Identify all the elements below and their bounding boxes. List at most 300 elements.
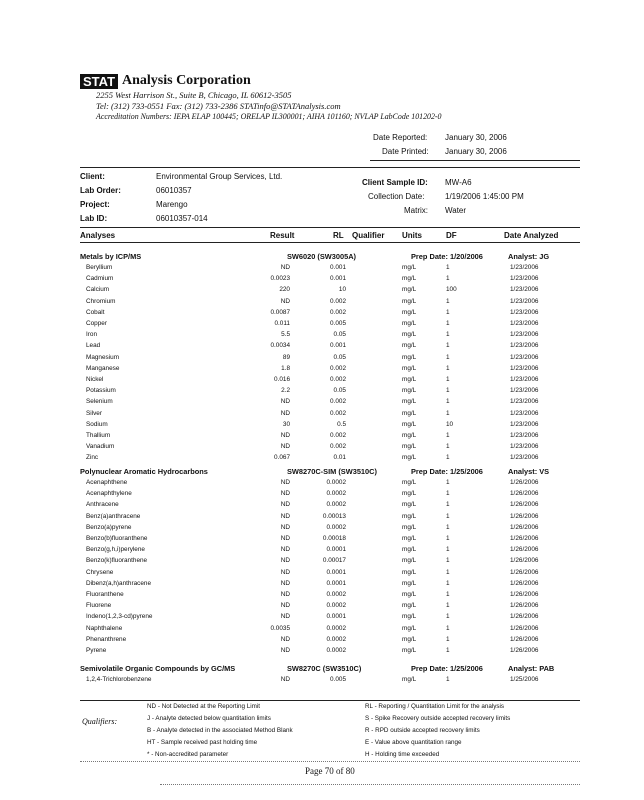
qualifier-note: B - Analyte detected in the associated Method Blank — [147, 727, 293, 734]
company-contact: Tel: (312) 733-0551 Fax: (312) 733-2386 STATinfo@STATAnalysis.com — [96, 101, 341, 111]
analyte-name: Chrysene — [86, 568, 114, 576]
units: mg/L — [402, 535, 417, 542]
result-value: ND — [280, 647, 290, 654]
date-analyzed: 1/23/2006 — [510, 420, 539, 428]
qualifier-note: E - Value above quantitation range — [365, 739, 462, 746]
analyte-name: Acenaphthylene — [86, 490, 132, 498]
section-method: SW8270C-SIM (SW3510C) — [287, 467, 377, 476]
table-row — [0, 511, 644, 522]
dilution-factor: 1 — [446, 624, 450, 632]
table-row — [0, 567, 644, 578]
result-value: 0.0087 — [270, 308, 290, 316]
date-analyzed: 1/26/2006 — [510, 647, 539, 654]
reporting-limit: 0.5 — [337, 420, 346, 428]
units: mg/L — [402, 264, 417, 271]
analyte-name: Fluoranthene — [86, 591, 124, 598]
date-analyzed: 1/26/2006 — [510, 635, 539, 643]
units: mg/L — [402, 546, 417, 554]
result-value: 5.5 — [281, 331, 290, 339]
dilution-factor: 1 — [446, 613, 450, 621]
table-row — [0, 329, 644, 340]
table-row — [0, 385, 644, 396]
table-row — [0, 441, 644, 452]
qualifier-note: H - Holding time exceeded — [365, 751, 440, 758]
analyte-name: Acenaphthene — [86, 479, 128, 486]
reporting-limit: 0.002 — [330, 364, 346, 372]
qualifier-note: J - Analyte detected below quantitation limits — [147, 715, 271, 722]
units: mg/L — [402, 613, 417, 621]
units: mg/L — [402, 523, 417, 531]
col-units: Units — [402, 231, 422, 240]
date-analyzed: 1/26/2006 — [510, 523, 539, 531]
result-value: ND — [280, 432, 290, 439]
analyte-name: 1,2,4-Trichlorobenzene — [86, 676, 152, 683]
units: mg/L — [402, 635, 417, 643]
result-value: ND — [280, 613, 290, 621]
reporting-limit: 0.002 — [330, 432, 346, 439]
reporting-limit: 0.05 — [333, 387, 346, 395]
result-value: ND — [280, 676, 290, 683]
table-row — [0, 522, 644, 533]
result-value: ND — [280, 398, 290, 406]
result-value: ND — [280, 635, 290, 643]
result-value: ND — [280, 546, 290, 554]
company-address: 2255 West Harrison St., Suite B, Chicago, IL 60612-3505 — [96, 90, 292, 100]
section-analyst: Analyst: PAB — [508, 664, 555, 673]
date-analyzed: 1/26/2006 — [510, 579, 539, 587]
table-row — [0, 430, 644, 441]
reporting-limit: 0.0002 — [326, 624, 346, 632]
units: mg/L — [402, 501, 417, 509]
matrix-value: Water — [445, 206, 467, 215]
dilution-factor: 1 — [446, 331, 450, 339]
collection-date-value: 1/19/2006 1:45:00 PM — [445, 192, 524, 201]
date-analyzed: 1/26/2006 — [510, 501, 539, 509]
dilution-factor: 1 — [446, 501, 450, 509]
matrix-label: Matrix: — [404, 206, 428, 215]
table-row — [0, 273, 644, 284]
date-analyzed: 1/26/2006 — [510, 535, 539, 542]
reporting-limit: 0.0002 — [326, 523, 346, 531]
table-row — [0, 499, 644, 510]
reporting-limit: 0.0001 — [326, 546, 346, 554]
units: mg/L — [402, 443, 417, 451]
project-value: Marengo — [156, 200, 188, 209]
date-analyzed: 1/23/2006 — [510, 264, 539, 271]
analyte-name: Benz(a)anthracene — [86, 512, 141, 520]
result-value: ND — [280, 523, 290, 531]
table-row — [0, 578, 644, 589]
analyte-name: Beryllium — [86, 264, 113, 271]
result-value: 0.067 — [274, 454, 290, 462]
client-label: Client: — [80, 172, 105, 181]
reporting-limit: 10 — [338, 286, 346, 294]
analyte-name: Nickel — [86, 376, 104, 383]
result-value: 1.8 — [281, 364, 290, 372]
date-analyzed: 1/26/2006 — [510, 557, 539, 565]
section-prep-date: Prep Date: 1/25/2006 — [411, 664, 483, 673]
analyte-name: Zinc — [86, 454, 99, 462]
analyte-name: Thallium — [86, 432, 111, 439]
analyte-name: Manganese — [86, 364, 120, 372]
result-value: 0.0034 — [270, 342, 290, 350]
result-value: ND — [280, 443, 290, 451]
result-value: ND — [280, 579, 290, 587]
section-prep-date: Prep Date: 1/25/2006 — [411, 467, 483, 476]
date-analyzed: 1/23/2006 — [510, 443, 539, 451]
reporting-limit: 0.002 — [330, 297, 346, 305]
units: mg/L — [402, 286, 417, 294]
dilution-factor: 1 — [446, 297, 450, 305]
table-row — [0, 589, 644, 600]
reporting-limit: 0.0002 — [326, 501, 346, 509]
date-analyzed: 1/23/2006 — [510, 398, 539, 406]
table-row — [0, 284, 644, 295]
units: mg/L — [402, 602, 417, 610]
dilution-factor: 1 — [446, 387, 450, 395]
date-analyzed: 1/23/2006 — [510, 432, 539, 439]
qualifier-note: RL - Reporting / Quantitation Limit for the analysis — [365, 703, 505, 710]
dilution-factor: 10 — [446, 420, 454, 428]
dates-rule — [370, 160, 580, 161]
analyte-name: Anthracene — [86, 501, 119, 509]
units: mg/L — [402, 591, 417, 598]
units: mg/L — [402, 387, 417, 395]
units: mg/L — [402, 353, 417, 361]
dilution-factor: 1 — [446, 432, 450, 439]
columns-top-rule — [80, 227, 580, 228]
table-row — [0, 611, 644, 622]
table-row — [0, 634, 644, 645]
qualifier-note: S - Spike Recovery outside accepted recovery limits — [365, 715, 511, 722]
table-row — [0, 623, 644, 634]
dilution-factor: 1 — [446, 376, 450, 383]
dilution-factor: 1 — [446, 557, 450, 565]
table-row — [0, 396, 644, 407]
table-row — [0, 544, 644, 555]
units: mg/L — [402, 568, 417, 576]
date-analyzed: 1/23/2006 — [510, 342, 539, 350]
result-value: ND — [280, 479, 290, 486]
lab-id-label: Lab ID: — [80, 214, 108, 223]
date-analyzed: 1/23/2006 — [510, 331, 539, 339]
reporting-limit: 0.002 — [330, 398, 346, 406]
sample-top-rule — [80, 167, 580, 168]
reporting-limit: 0.00013 — [322, 512, 346, 520]
dilution-factor: 1 — [446, 275, 450, 283]
date-analyzed: 1/23/2006 — [510, 308, 539, 316]
table-row — [0, 296, 644, 307]
date-analyzed: 1/23/2006 — [510, 353, 539, 361]
table-row — [0, 307, 644, 318]
analyte-name: Benzo(k)fluoranthene — [86, 557, 148, 565]
reporting-limit: 0.0001 — [326, 613, 346, 621]
table-row — [0, 488, 644, 499]
dilution-factor: 100 — [446, 286, 457, 294]
reporting-limit: 0.0002 — [326, 591, 346, 598]
section-title: Metals by ICP/MS — [80, 252, 142, 261]
analyte-name: Phenanthrene — [86, 635, 127, 643]
col-df: DF — [446, 231, 457, 240]
stat-logo: STAT — [80, 74, 118, 89]
table-row — [0, 318, 644, 329]
dilution-factor: 1 — [446, 320, 450, 327]
reporting-limit: 0.002 — [330, 409, 346, 417]
page-number: Page 70 of 80 — [305, 766, 355, 776]
result-value: ND — [280, 602, 290, 610]
reporting-limit: 0.0002 — [326, 602, 346, 610]
date-analyzed: 1/26/2006 — [510, 568, 539, 576]
analyte-name: Copper — [86, 320, 107, 327]
dilution-factor: 1 — [446, 512, 450, 520]
section-analyst: Analyst: VS — [508, 467, 550, 476]
date-printed-value: January 30, 2006 — [445, 147, 507, 156]
reporting-limit: 0.0002 — [326, 479, 346, 486]
dilution-factor: 1 — [446, 635, 450, 643]
reporting-limit: 0.0002 — [326, 647, 346, 654]
legend-top-rule — [80, 700, 580, 701]
table-row — [0, 452, 644, 463]
lab-order-value: 06010357 — [156, 186, 192, 195]
table-row — [0, 645, 644, 656]
date-analyzed: 1/23/2006 — [510, 275, 539, 283]
units: mg/L — [402, 479, 417, 486]
date-analyzed: 1/26/2006 — [510, 591, 539, 598]
result-value: ND — [280, 568, 290, 576]
dilution-factor: 1 — [446, 523, 450, 531]
table-row — [0, 600, 644, 611]
units: mg/L — [402, 579, 417, 587]
table-row — [0, 408, 644, 419]
col-qualifier: Qualifier — [352, 231, 385, 240]
collection-date-label: Collection Date: — [368, 192, 425, 201]
reporting-limit: 0.05 — [333, 331, 346, 339]
col-result: Result — [270, 231, 295, 240]
accreditation-numbers: Accreditation Numbers: IEPA ELAP 100445; ORELAP IL300001; AIHA 101160; NVLAP LabCode 101202-0 — [96, 112, 442, 121]
table-row — [0, 363, 644, 374]
units: mg/L — [402, 398, 417, 406]
analyte-name: Vanadium — [86, 443, 115, 451]
dilution-factor: 1 — [446, 353, 450, 361]
dilution-factor: 1 — [446, 546, 450, 554]
analyte-name: Benzo(g,h,i)perylene — [86, 546, 145, 554]
result-value: ND — [280, 297, 290, 305]
units: mg/L — [402, 275, 417, 283]
section-prep-date: Prep Date: 1/20/2006 — [411, 252, 483, 261]
reporting-limit: 0.05 — [333, 353, 346, 361]
dilution-factor: 1 — [446, 490, 450, 498]
dilution-factor: 1 — [446, 398, 450, 406]
dilution-factor: 1 — [446, 409, 450, 417]
dilution-factor: 1 — [446, 602, 450, 610]
reporting-limit: 0.0001 — [326, 579, 346, 587]
date-analyzed: 1/23/2006 — [510, 286, 539, 294]
analyte-name: Pyrene — [86, 647, 107, 654]
dilution-factor: 1 — [446, 364, 450, 372]
result-value: 0.016 — [274, 376, 290, 383]
result-value: 0.011 — [274, 320, 290, 327]
dilution-factor: 1 — [446, 579, 450, 587]
date-analyzed: 1/23/2006 — [510, 387, 539, 395]
date-analyzed: 1/26/2006 — [510, 613, 539, 621]
table-row — [0, 340, 644, 351]
qualifier-note: R - RPD outside accepted recovery limits — [365, 727, 480, 734]
dilution-factor: 1 — [446, 342, 450, 350]
date-analyzed: 1/23/2006 — [510, 376, 539, 383]
dilution-factor: 1 — [446, 308, 450, 316]
units: mg/L — [402, 676, 417, 683]
section-method: SW6020 (SW3005A) — [287, 252, 357, 261]
dilution-factor: 1 — [446, 264, 450, 271]
dilution-factor: 1 — [446, 535, 450, 542]
scan-artifact-rule — [160, 784, 580, 785]
dilution-factor: 1 — [446, 647, 450, 654]
dilution-factor: 1 — [446, 568, 450, 576]
analyte-name: Calcium — [86, 286, 110, 294]
result-value: ND — [280, 557, 290, 565]
date-analyzed: 1/25/2006 — [510, 676, 539, 683]
company-name: Analysis Corporation — [122, 73, 251, 88]
date-analyzed: 1/23/2006 — [510, 320, 539, 327]
dilution-factor: 1 — [446, 676, 450, 683]
date-analyzed: 1/23/2006 — [510, 409, 539, 417]
units: mg/L — [402, 432, 417, 439]
reporting-limit: 0.001 — [330, 342, 346, 350]
table-row — [0, 374, 644, 385]
dilution-factor: 1 — [446, 443, 450, 451]
table-row — [0, 262, 644, 273]
col-date-analyzed: Date Analyzed — [504, 231, 559, 240]
table-row — [0, 533, 644, 544]
analyte-name: Benzo(a)pyrene — [86, 523, 132, 531]
table-row — [0, 555, 644, 566]
result-value: ND — [280, 490, 290, 498]
units: mg/L — [402, 364, 417, 372]
lab-id-value: 06010357-014 — [156, 214, 208, 223]
result-value: 0.0023 — [270, 275, 290, 283]
section-method: SW8270C (SW3510C) — [287, 664, 362, 673]
units: mg/L — [402, 454, 417, 462]
analyte-name: Sodium — [86, 420, 108, 428]
section-analyst: Analyst: JG — [508, 252, 550, 261]
qualifier-note: HT - Sample received past holding time — [147, 739, 258, 746]
units: mg/L — [402, 409, 417, 417]
section-title: Polynuclear Aromatic Hydrocarbons — [80, 467, 208, 476]
analyte-name: Fluorene — [86, 602, 112, 610]
analyte-name: Potassium — [86, 387, 116, 395]
units: mg/L — [402, 512, 417, 520]
table-row — [0, 419, 644, 430]
units: mg/L — [402, 342, 417, 350]
client-sample-id-label: Client Sample ID: — [362, 178, 428, 187]
reporting-limit: 0.005 — [330, 320, 346, 327]
date-printed-label: Date Printed: — [382, 147, 429, 156]
date-analyzed: 1/23/2006 — [510, 454, 539, 462]
result-value: 220 — [279, 286, 290, 294]
client-value: Environmental Group Services, Ltd. — [156, 172, 283, 181]
project-label: Project: — [80, 200, 110, 209]
date-analyzed: 1/26/2006 — [510, 490, 539, 498]
units: mg/L — [402, 490, 417, 498]
qualifier-note: * - Non-accredited parameter — [147, 751, 229, 758]
result-value: 89 — [282, 353, 290, 361]
analyte-name: Lead — [86, 342, 101, 350]
analyte-name: Indeno(1,2,3-cd)pyrene — [86, 613, 153, 621]
reporting-limit: 0.00018 — [322, 535, 346, 542]
date-analyzed: 1/26/2006 — [510, 512, 539, 520]
units: mg/L — [402, 624, 417, 632]
reporting-limit: 0.0002 — [326, 490, 346, 498]
date-reported-value: January 30, 2006 — [445, 133, 507, 142]
dilution-factor: 1 — [446, 479, 450, 486]
result-value: ND — [280, 512, 290, 520]
lab-order-label: Lab Order: — [80, 186, 121, 195]
date-analyzed: 1/23/2006 — [510, 364, 539, 372]
analyte-name: Magnesium — [86, 353, 120, 361]
legend-bottom-rule — [80, 761, 580, 762]
qualifier-note: ND - Not Detected at the Reporting Limit — [147, 703, 261, 710]
section-title: Semivolatile Organic Compounds by GC/MS — [80, 664, 236, 673]
result-value: ND — [280, 535, 290, 542]
date-reported-label: Date Reported: — [373, 133, 428, 142]
result-value: 2.2 — [281, 387, 290, 395]
reporting-limit: 0.002 — [330, 443, 346, 451]
date-analyzed: 1/26/2006 — [510, 602, 539, 610]
reporting-limit: 0.002 — [330, 376, 346, 383]
date-analyzed: 1/23/2006 — [510, 297, 539, 305]
dilution-factor: 1 — [446, 591, 450, 598]
reporting-limit: 0.005 — [330, 676, 346, 683]
columns-bottom-rule — [80, 242, 580, 243]
date-analyzed: 1/26/2006 — [510, 624, 539, 632]
analyte-name: Silver — [86, 409, 102, 417]
result-value: ND — [280, 264, 290, 271]
analyte-name: Cadmium — [86, 275, 114, 283]
reporting-limit: 0.0002 — [326, 635, 346, 643]
result-value: ND — [280, 501, 290, 509]
reporting-limit: 0.001 — [330, 264, 346, 271]
analyte-name: Chromium — [86, 297, 116, 305]
reporting-limit: 0.001 — [330, 275, 346, 283]
reporting-limit: 0.0001 — [326, 568, 346, 576]
result-value: ND — [280, 591, 290, 598]
client-sample-id-value: MW-A6 — [445, 178, 472, 187]
dilution-factor: 1 — [446, 454, 450, 462]
analyte-name: Selenium — [86, 398, 113, 406]
units: mg/L — [402, 308, 417, 316]
table-row — [0, 477, 644, 488]
analyte-name: Iron — [86, 331, 98, 339]
units: mg/L — [402, 420, 417, 428]
col-rl: RL — [333, 231, 344, 240]
reporting-limit: 0.002 — [330, 308, 346, 316]
analyte-name: Naphthalene — [86, 624, 123, 632]
analyte-name: Cobalt — [86, 308, 105, 316]
units: mg/L — [402, 557, 417, 565]
date-analyzed: 1/26/2006 — [510, 479, 539, 486]
units: mg/L — [402, 297, 417, 305]
reporting-limit: 0.00017 — [322, 557, 346, 565]
col-analyses: Analyses — [80, 231, 116, 240]
result-value: 0.0035 — [270, 624, 290, 632]
result-value: 30 — [282, 420, 290, 428]
units: mg/L — [402, 320, 417, 327]
analyte-name: Benzo(b)fluoranthene — [86, 535, 148, 542]
table-row — [0, 352, 644, 363]
result-value: ND — [280, 409, 290, 417]
qualifiers-label: Qualifiers: — [82, 717, 118, 726]
analyte-name: Dibenz(a,h)anthracene — [86, 579, 152, 587]
